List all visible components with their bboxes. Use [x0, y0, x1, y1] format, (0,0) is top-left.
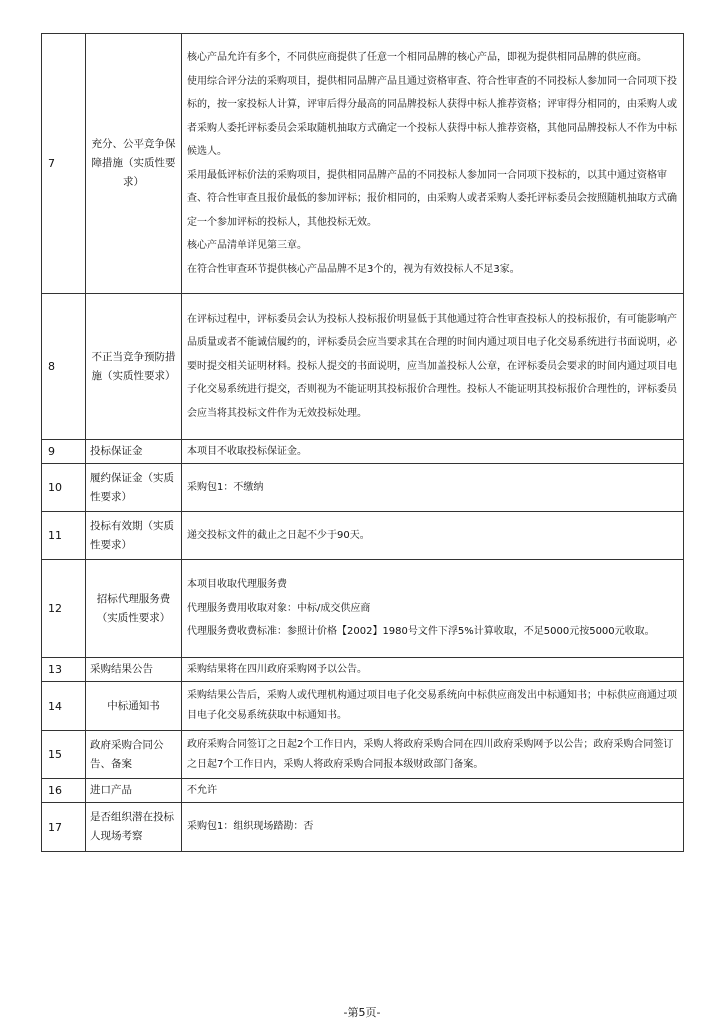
table-row	[42, 658, 684, 682]
table-row	[42, 803, 684, 852]
row-content	[182, 803, 684, 852]
content-paragraph: 不允许	[187, 784, 217, 796]
content-paragraph: 核心产品允许有多个，不同供应商提供了任意一个相同品牌的核心产品，即视为提供相同品牌的供应商。	[187, 52, 647, 63]
row-content	[182, 464, 684, 512]
row-item: 招标代理服务费（实质性要求）	[86, 560, 182, 658]
requirements-table	[41, 33, 684, 852]
row-content	[182, 682, 684, 731]
table-row	[42, 440, 684, 464]
row-item: 是否组织潜在投标人现场考察	[86, 803, 182, 852]
row-number: 10	[42, 464, 86, 512]
row-item: 投标有效期（实质性要求）	[86, 512, 182, 560]
content-paragraph: 使用综合评分法的采购项目，提供相同品牌产品且通过资格审查、符合性审查的不同投标人参加同一合同项下投标的，按一家投标人计算，评审后得分最高的同品牌投标人获得中标人推荐资格；评审得分相同的，由采购人或者采购人委托评标委员会采取随机抽取方式确定一个投标人获得中标人推荐资格，其他同品牌投标人不作为中标候选人。	[187, 75, 677, 157]
row-number: 7	[42, 34, 86, 294]
row-number: 15	[42, 731, 86, 779]
row-number: 8	[42, 294, 86, 440]
row-content	[182, 34, 684, 294]
content-paragraph: 采购包1：不缴纳	[187, 481, 264, 493]
table-row	[42, 682, 684, 731]
content-paragraph: 采购结果将在四川政府采购网予以公告。	[187, 663, 367, 675]
table-row	[42, 294, 684, 440]
content-paragraph: 在符合性审查环节提供核心产品品牌不足3个的，视为有效投标人不足3家。	[187, 263, 520, 275]
row-item: 进口产品	[86, 779, 182, 803]
content-paragraph: 本项目收取代理服务费	[187, 579, 287, 591]
row-number: 16	[42, 779, 86, 803]
table-row	[42, 512, 684, 560]
content-paragraph: 代理服务费收费标准：参照计价格【2002】1980号文件下浮5%计算收取，不足5000元按5000元收取。	[187, 626, 655, 638]
content-paragraph: 递交投标文件的截止之日起不少于90天。	[187, 529, 370, 541]
content-paragraph: 在评标过程中，评标委员会认为投标人投标报价明显低于其他通过符合性审查投标人的投标报价，有可能影响产品质量或者不能诚信履约的，评标委员会应当要求其在合理的时间内通过项目电子化交易系统进行书面说明，必要时提交相关证明材料。投标人提交的书面说明，应当加盖投标人公章，在评标委员会要求的时间内通过项目电子化交易系统进行提交，否则视为不能证明其投标报价合理性。投标人不能证明其投标报价合理性的，评标委员会应当将其投标文件作为无效投标处理。	[187, 313, 677, 419]
content-paragraph: 核心产品清单详见第三章。	[187, 240, 307, 251]
row-item: 中标通知书	[86, 682, 182, 731]
row-item: 采购结果公告	[86, 658, 182, 682]
row-number: 11	[42, 512, 86, 560]
content-paragraph: 采购包1：组织现场踏勘：否	[187, 821, 314, 832]
row-content	[182, 658, 684, 682]
row-number: 12	[42, 560, 86, 658]
content-paragraph: 代理服务费用收取对象：中标/成交供应商	[187, 602, 371, 614]
table-row	[42, 34, 684, 294]
row-number: 17	[42, 803, 86, 852]
row-content	[182, 294, 684, 440]
table-row	[42, 560, 684, 658]
row-item: 不正当竞争预防措施（实质性要求）	[86, 294, 182, 440]
table-row	[42, 779, 684, 803]
table-row	[42, 464, 684, 512]
content-paragraph: 采购结果公告后，采购人或代理机构通过项目电子化交易系统向中标供应商发出中标通知书；中标供应商通过项目电子化交易系统获取中标通知书。	[187, 690, 677, 721]
page-number: -第5页-	[343, 1006, 381, 1019]
row-content	[182, 731, 684, 779]
row-content	[182, 560, 684, 658]
row-number: 13	[42, 658, 86, 682]
row-item: 政府采购合同公告、备案	[86, 731, 182, 779]
table-row	[42, 731, 684, 779]
content-paragraph: 本项目不收取投标保证金。	[187, 445, 307, 457]
row-item: 履约保证金（实质性要求）	[86, 464, 182, 512]
content-paragraph: 采用最低评标价法的采购项目，提供相同品牌产品的不同投标人参加同一合同项下投标的，以其中通过资格审查、符合性审查且报价最低的参加评标；报价相同的，由采购人或者采购人委托评标委员会按照随机抽取方式确定一个参加评标的投标人，其他投标无效。	[187, 169, 677, 228]
content-paragraph: 政府采购合同签订之日起2个工作日内，采购人将政府采购合同在四川政府采购网予以公告；政府采购合同签订之日起7个工作日内，采购人将政府采购合同报本级财政部门备案。	[187, 738, 674, 770]
row-item: 充分、公平竞争保障措施（实质性要求）	[86, 34, 182, 294]
row-number: 9	[42, 440, 86, 464]
row-number: 14	[42, 682, 86, 731]
row-content	[182, 440, 684, 464]
row-content	[182, 779, 684, 803]
row-item: 投标保证金	[86, 440, 182, 464]
row-content	[182, 512, 684, 560]
